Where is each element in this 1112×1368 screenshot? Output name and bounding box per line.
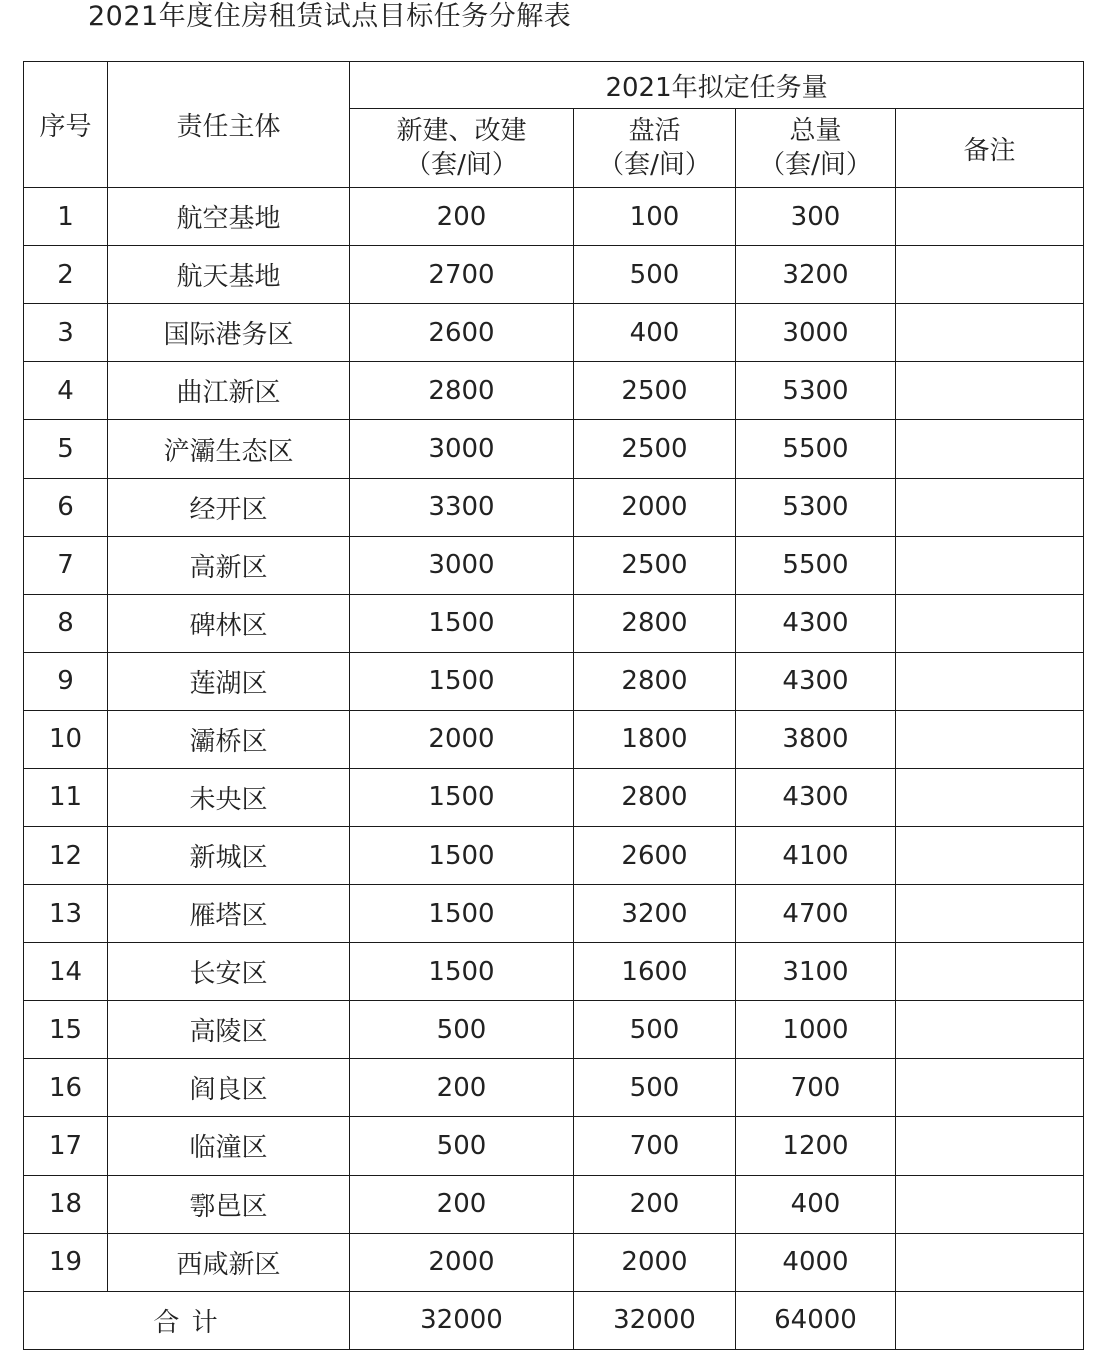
row-total: 4100	[736, 827, 896, 885]
row-revitalize: 2500	[574, 362, 736, 420]
row-remark	[896, 246, 1084, 304]
row-entity: 临潼区	[108, 1117, 350, 1175]
table-row	[24, 1175, 1084, 1233]
row-revitalize: 200	[574, 1175, 736, 1233]
row-entity: 曲江新区	[108, 362, 350, 420]
header-total	[736, 109, 896, 188]
row-remark	[896, 943, 1084, 1001]
row-remark	[896, 1175, 1084, 1233]
row-total: 5500	[736, 536, 896, 594]
row-new-build: 1500	[350, 827, 574, 885]
row-seq: 10	[24, 710, 108, 768]
table-row	[24, 188, 1084, 246]
row-entity: 长安区	[108, 943, 350, 1001]
row-seq: 1	[24, 188, 108, 246]
row-revitalize: 3200	[574, 885, 736, 943]
row-entity: 阎良区	[108, 1059, 350, 1117]
row-revitalize: 2800	[574, 768, 736, 826]
row-seq: 9	[24, 652, 108, 710]
row-total: 5300	[736, 362, 896, 420]
row-entity: 新城区	[108, 827, 350, 885]
document-title: 2021年度住房租赁试点目标任务分解表	[88, 1, 572, 32]
task-breakdown-table	[23, 61, 1084, 1350]
row-total: 400	[736, 1175, 896, 1233]
row-new-build: 200	[350, 1059, 574, 1117]
row-revitalize: 700	[574, 1117, 736, 1175]
table-row	[24, 1233, 1084, 1291]
header-seq: 序号	[24, 62, 108, 188]
row-total: 3200	[736, 246, 896, 304]
row-revitalize: 500	[574, 1001, 736, 1059]
row-revitalize: 500	[574, 246, 736, 304]
row-new-build: 3300	[350, 478, 574, 536]
table-row	[24, 536, 1084, 594]
header-revitalize	[574, 109, 736, 188]
table-row	[24, 885, 1084, 943]
row-entity: 高新区	[108, 536, 350, 594]
header-total-line2: （套/间）	[759, 150, 872, 181]
table-row	[24, 246, 1084, 304]
row-remark	[896, 594, 1084, 652]
row-total: 1200	[736, 1117, 896, 1175]
row-new-build: 1500	[350, 885, 574, 943]
row-revitalize: 2000	[574, 478, 736, 536]
row-revitalize: 100	[574, 188, 736, 246]
row-seq: 7	[24, 536, 108, 594]
header-revitalize-line1: 盘活	[628, 116, 681, 147]
row-new-build: 200	[350, 1175, 574, 1233]
total-row	[24, 1291, 1084, 1349]
row-entity: 鄠邑区	[108, 1175, 350, 1233]
row-new-build: 500	[350, 1001, 574, 1059]
table-row	[24, 827, 1084, 885]
row-revitalize: 2500	[574, 536, 736, 594]
row-total: 3100	[736, 943, 896, 1001]
row-new-build: 2000	[350, 710, 574, 768]
row-remark	[896, 710, 1084, 768]
row-new-build: 3000	[350, 536, 574, 594]
table-row	[24, 710, 1084, 768]
row-revitalize: 2800	[574, 652, 736, 710]
row-new-build: 1500	[350, 768, 574, 826]
row-entity: 灞桥区	[108, 710, 350, 768]
row-entity: 经开区	[108, 478, 350, 536]
table-row	[24, 1059, 1084, 1117]
row-new-build: 500	[350, 1117, 574, 1175]
row-seq: 3	[24, 304, 108, 362]
total-total: 64000	[736, 1291, 896, 1349]
header-new-build	[350, 109, 574, 188]
row-total: 5500	[736, 420, 896, 478]
row-remark	[896, 768, 1084, 826]
row-remark	[896, 1001, 1084, 1059]
row-remark	[896, 478, 1084, 536]
row-remark	[896, 1117, 1084, 1175]
row-entity: 航空基地	[108, 188, 350, 246]
header-task-group: 2021年拟定任务量	[350, 62, 1084, 109]
row-entity: 高陵区	[108, 1001, 350, 1059]
row-seq: 11	[24, 768, 108, 826]
row-entity: 莲湖区	[108, 652, 350, 710]
row-entity: 雁塔区	[108, 885, 350, 943]
table-row	[24, 594, 1084, 652]
row-total: 4300	[736, 768, 896, 826]
row-revitalize: 2000	[574, 1233, 736, 1291]
row-total: 3800	[736, 710, 896, 768]
row-total: 4000	[736, 1233, 896, 1291]
row-revitalize: 1800	[574, 710, 736, 768]
row-seq: 2	[24, 246, 108, 304]
row-remark	[896, 420, 1084, 478]
row-remark	[896, 1233, 1084, 1291]
table-row	[24, 943, 1084, 1001]
row-new-build: 2700	[350, 246, 574, 304]
row-seq: 19	[24, 1233, 108, 1291]
row-revitalize: 2600	[574, 827, 736, 885]
row-entity: 西咸新区	[108, 1233, 350, 1291]
row-total: 4300	[736, 652, 896, 710]
row-new-build: 3000	[350, 420, 574, 478]
row-total: 4700	[736, 885, 896, 943]
row-seq: 13	[24, 885, 108, 943]
row-seq: 14	[24, 943, 108, 1001]
row-revitalize: 1600	[574, 943, 736, 1001]
row-new-build: 2600	[350, 304, 574, 362]
row-seq: 8	[24, 594, 108, 652]
row-remark	[896, 304, 1084, 362]
row-new-build: 1500	[350, 652, 574, 710]
table-row	[24, 768, 1084, 826]
row-remark	[896, 362, 1084, 420]
header-new-build-line1: 新建、改建	[396, 116, 527, 147]
row-revitalize: 2800	[574, 594, 736, 652]
row-seq: 5	[24, 420, 108, 478]
row-total: 4300	[736, 594, 896, 652]
row-remark	[896, 1059, 1084, 1117]
header-remark: 备注	[896, 109, 1084, 188]
row-new-build: 2800	[350, 362, 574, 420]
row-seq: 12	[24, 827, 108, 885]
row-total: 700	[736, 1059, 896, 1117]
row-new-build: 2000	[350, 1233, 574, 1291]
row-seq: 17	[24, 1117, 108, 1175]
row-new-build: 1500	[350, 594, 574, 652]
table-row	[24, 652, 1084, 710]
row-total: 1000	[736, 1001, 896, 1059]
total-revitalize: 32000	[574, 1291, 736, 1349]
row-seq: 6	[24, 478, 108, 536]
row-remark	[896, 652, 1084, 710]
row-remark	[896, 536, 1084, 594]
row-total: 5300	[736, 478, 896, 536]
row-new-build: 1500	[350, 943, 574, 1001]
row-entity: 航天基地	[108, 246, 350, 304]
row-entity: 未央区	[108, 768, 350, 826]
row-entity: 碑林区	[108, 594, 350, 652]
row-entity: 浐灞生态区	[108, 420, 350, 478]
row-total: 300	[736, 188, 896, 246]
row-seq: 18	[24, 1175, 108, 1233]
header-revitalize-line2: （套/间）	[598, 150, 711, 181]
table-row	[24, 420, 1084, 478]
table-row	[24, 478, 1084, 536]
total-remark	[896, 1291, 1084, 1349]
row-revitalize: 2500	[574, 420, 736, 478]
row-new-build: 200	[350, 188, 574, 246]
row-remark	[896, 188, 1084, 246]
table-row	[24, 362, 1084, 420]
header-total-line1: 总量	[789, 116, 842, 147]
row-seq: 4	[24, 362, 108, 420]
row-seq: 15	[24, 1001, 108, 1059]
table-row	[24, 1117, 1084, 1175]
row-revitalize: 400	[574, 304, 736, 362]
row-revitalize: 500	[574, 1059, 736, 1117]
table-row	[24, 304, 1084, 362]
row-remark	[896, 885, 1084, 943]
header-row-group	[24, 62, 1084, 109]
total-new-build: 32000	[350, 1291, 574, 1349]
row-seq: 16	[24, 1059, 108, 1117]
table-row	[24, 1001, 1084, 1059]
total-label: 合 计	[24, 1291, 350, 1349]
header-new-build-line2: （套/间）	[405, 150, 518, 181]
row-entity: 国际港务区	[108, 304, 350, 362]
header-entity: 责任主体	[108, 62, 350, 188]
row-remark	[896, 827, 1084, 885]
row-total: 3000	[736, 304, 896, 362]
